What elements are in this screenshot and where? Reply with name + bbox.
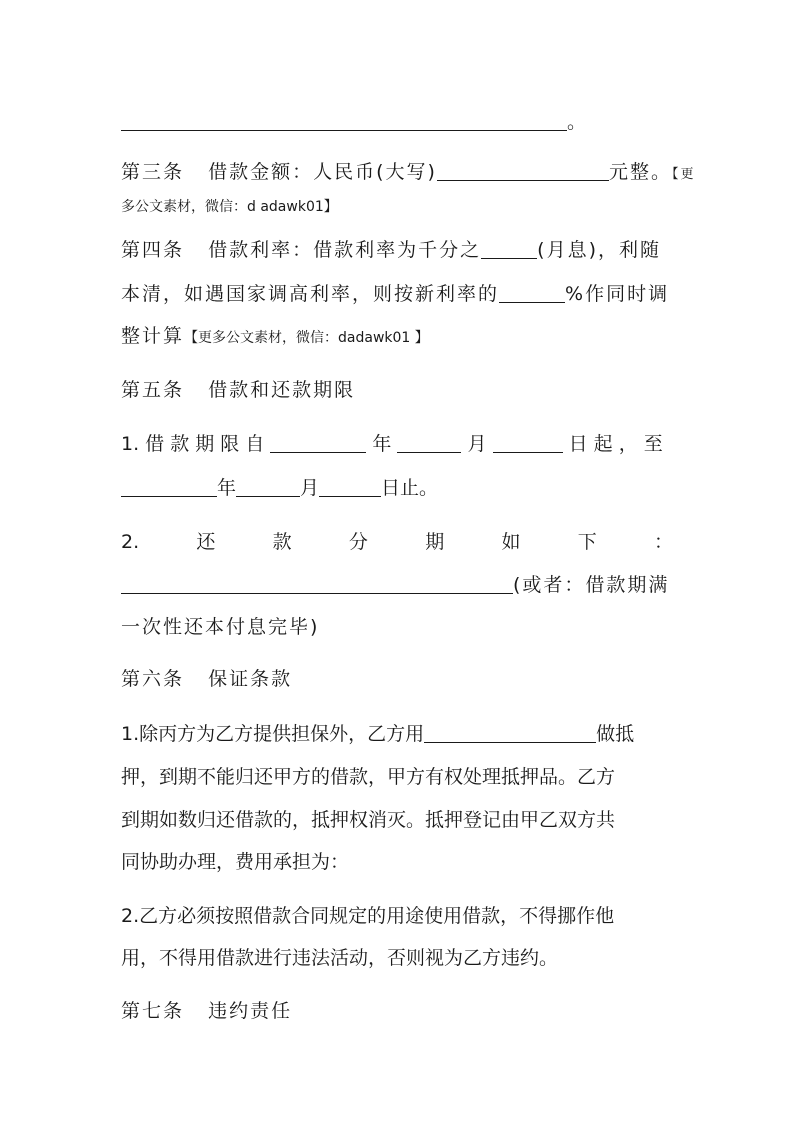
rate-blank[interactable] <box>481 238 537 259</box>
article-3-label: 借款金额：人民币(大写) <box>208 161 437 183</box>
article-5-item-2c: 一次性还本付息完毕) <box>121 616 320 638</box>
end-day-blank[interactable] <box>319 476 381 497</box>
article-3-head: 第三条 <box>121 161 185 183</box>
installments-blank[interactable] <box>121 573 513 594</box>
start-year-blank[interactable] <box>270 432 366 453</box>
continuation-line: 。 <box>121 108 673 136</box>
amount-blank[interactable] <box>437 160 609 181</box>
article-3-note: 多公文素材，微信：d adawk01】 <box>121 199 338 215</box>
article-5-item-2: 2. 还 款 分 期 如 下 ： <box>121 531 673 553</box>
article-6-para-1-line-3: 到期如数归还借款的，抵押权消灭。抵押登记由甲乙双方共 <box>121 809 616 831</box>
end-year-blank[interactable] <box>121 476 217 497</box>
article-5-item-2b: (或者：借款期满 <box>121 571 673 599</box>
article-6-para-1-line-2: 押，到期不能归还甲方的借款，甲方有权处理抵押品。乙方 <box>121 766 616 788</box>
new-rate-blank[interactable] <box>499 282 565 303</box>
article-6-para-2-line-1: 2.乙方必须按照借款合同规定的用途使用借款，不得挪作他 <box>121 905 615 927</box>
article-5-item-1: 1. 借 款 期 限 自 年 月 日 起 ， 至 <box>121 433 663 455</box>
article-4-line-3: 整计算【更多公文素材，微信：dadawk01 】 <box>121 325 429 347</box>
fill-blank[interactable] <box>121 110 567 131</box>
article-4-line-2: 本清，如遇国家调高利率，则按新利率的 %作同时调 <box>121 283 670 305</box>
article-6-heading: 第六条 保证条款 <box>121 668 293 690</box>
start-day-blank[interactable] <box>493 432 563 453</box>
article-6-para-1-line-4: 同协助办理，费用承担为： <box>121 851 350 873</box>
article-6-para-2-line-2: 用，不得用借款进行违法活动，否则视为乙方违约。 <box>121 947 559 969</box>
article-4-line-1: 第四条 借款利率：借款利率为千分之 (月息)，利随 <box>121 239 661 261</box>
article-5-heading: 第五条 借款和还款期限 <box>121 379 356 401</box>
start-month-blank[interactable] <box>397 432 461 453</box>
article-6-para-1-line-1: 1.除丙方为乙方提供担保外，乙方用 做抵 <box>121 723 635 745</box>
collateral-blank[interactable] <box>424 722 596 743</box>
end-month-blank[interactable] <box>236 476 300 497</box>
article-5-item-1b: 年 月 日止。 <box>121 474 673 502</box>
article-3-line: 第三条 借款金额：人民币(大写) 元整。【更 <box>121 161 696 183</box>
article-7-heading: 第七条 违约责任 <box>121 1000 293 1022</box>
